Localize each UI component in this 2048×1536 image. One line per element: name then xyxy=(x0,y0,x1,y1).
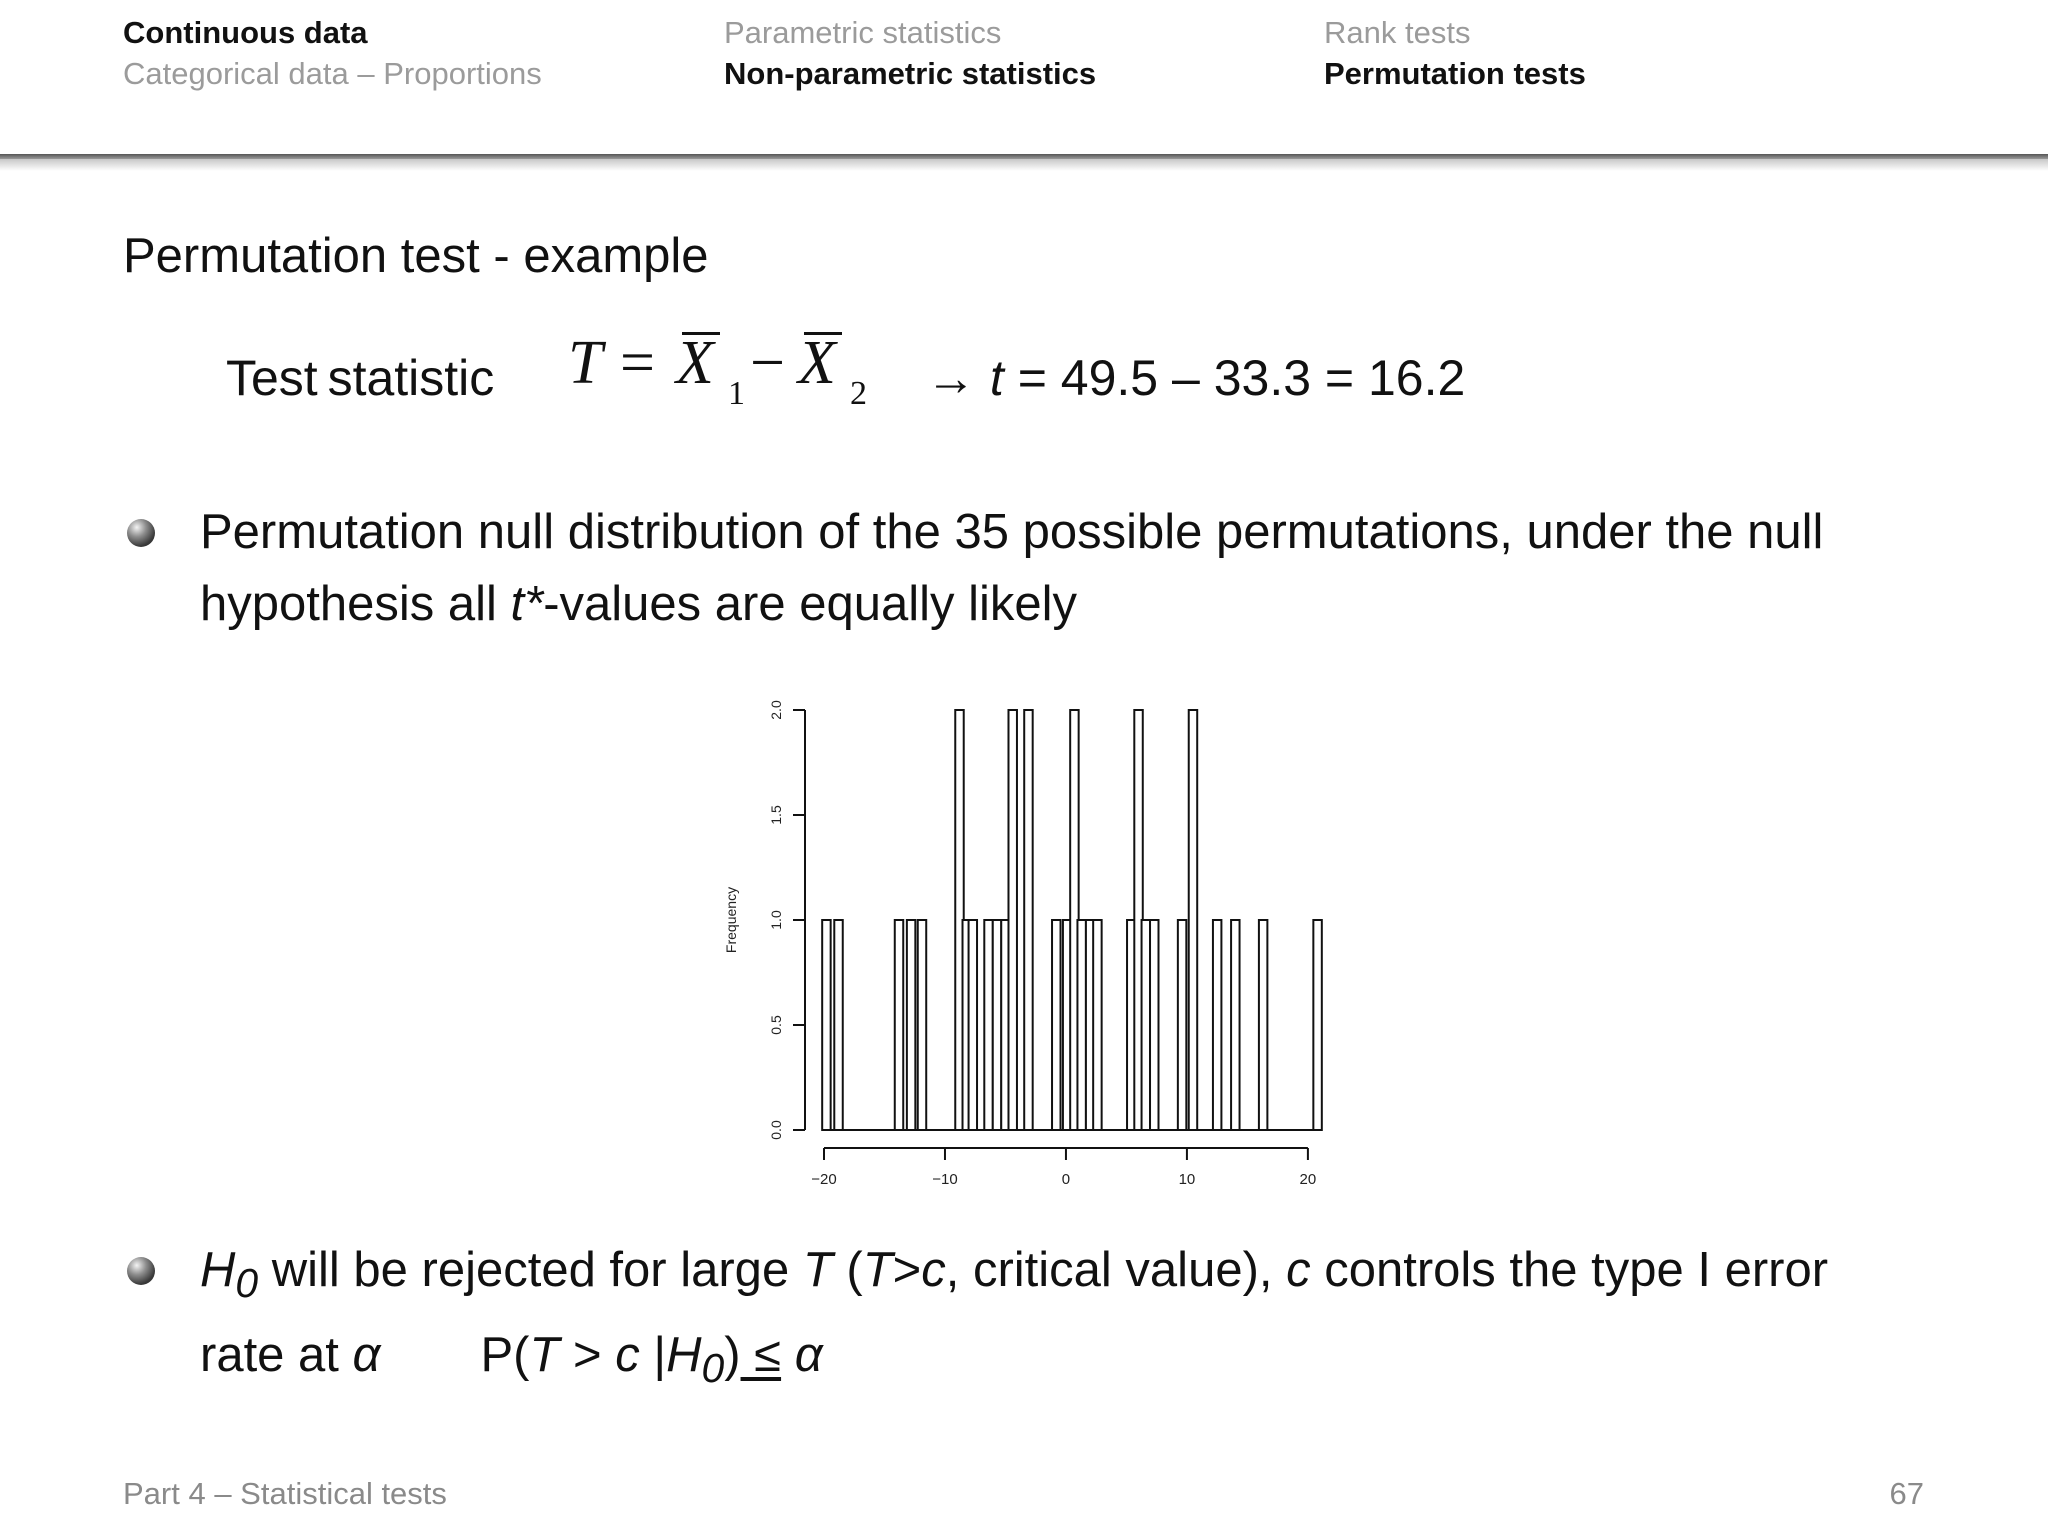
prob-gt: > xyxy=(559,1327,616,1382)
prob-bar: | xyxy=(639,1327,667,1382)
histogram-bar xyxy=(1231,920,1239,1130)
histogram-bar xyxy=(1178,920,1186,1130)
test-statistic-formula xyxy=(568,318,898,428)
y-tick-label: 0.5 xyxy=(768,1015,784,1035)
y-tick-label: 2.0 xyxy=(768,700,784,720)
bullet2-alpha: α xyxy=(352,1327,381,1382)
bullet-rejection-rule xyxy=(200,1234,1920,1404)
histogram-bar xyxy=(1313,920,1321,1130)
formula-X1: X xyxy=(676,329,714,397)
footer-section-label: Part 4 – Statistical tests xyxy=(123,1476,447,1511)
prob-T: T xyxy=(529,1327,560,1382)
histogram-bar xyxy=(907,920,915,1130)
prob-close: ) xyxy=(724,1327,741,1382)
x-tick-label: −20 xyxy=(811,1171,837,1188)
histogram-bar xyxy=(1142,920,1150,1130)
nav-item-permutation-tests[interactable]: Permutation tests xyxy=(1324,56,1586,91)
prob-space xyxy=(781,1328,795,1382)
bullet-dot-icon xyxy=(127,1257,155,1285)
formula-T: T xyxy=(568,329,603,397)
y-tick-label: 0.0 xyxy=(768,1120,784,1140)
bullet2-text4: , critical value), xyxy=(945,1243,1287,1297)
nav-item-parametric-statistics[interactable]: Parametric statistics xyxy=(724,15,1002,50)
x-tick-label: 20 xyxy=(1299,1171,1317,1188)
h0-subscript: 0 xyxy=(235,1259,259,1306)
nav-item-rank-tests[interactable]: Rank tests xyxy=(1324,15,1471,50)
bullet2-line2-pre: rate at xyxy=(200,1327,353,1382)
histogram-bar xyxy=(1093,920,1101,1130)
bullet2-T2: T xyxy=(862,1243,893,1297)
histogram-bar xyxy=(918,920,926,1130)
bullet2-text3: > xyxy=(892,1243,922,1297)
nav-column-test-type xyxy=(1324,12,1586,94)
result-expression: = 49.5 – 33.3 = 16.2 xyxy=(1003,350,1466,406)
test-statistic-label: Test statistic xyxy=(226,350,495,406)
test-statistic-row xyxy=(226,318,1826,428)
y-tick-label: 1.5 xyxy=(768,805,784,825)
nav-column-data-type xyxy=(123,12,542,94)
histogram-bar xyxy=(895,920,903,1130)
bullet2-text5: controls the type I error xyxy=(1310,1243,1829,1297)
nav-item-non-parametric-statistics[interactable]: Non-parametric statistics xyxy=(724,56,1097,91)
histogram-bar xyxy=(1150,920,1158,1130)
y-tick-label: 1.0 xyxy=(768,910,784,930)
x-tick-label: 0 xyxy=(1061,1171,1071,1188)
histogram-bar xyxy=(1213,920,1221,1130)
histogram-bar xyxy=(1189,710,1197,1130)
histogram-bar xyxy=(1024,710,1032,1130)
histogram-bar xyxy=(1052,920,1060,1130)
histogram-bar xyxy=(834,920,842,1130)
permutation-histogram xyxy=(700,680,1340,1220)
y-axis-label: Frequency xyxy=(723,886,739,954)
histogram-bar xyxy=(822,920,830,1130)
histogram-bar xyxy=(993,920,1001,1130)
section-navigation xyxy=(0,0,2048,156)
formula-minus: − xyxy=(750,329,785,397)
histogram-svg xyxy=(700,680,1340,1220)
slide-title: Permutation test - example xyxy=(123,229,709,283)
bullet2-text1: will be rejected for large xyxy=(258,1243,803,1297)
formula-result xyxy=(926,348,1465,408)
prob-open: P( xyxy=(480,1327,530,1382)
page-number: 67 xyxy=(1889,1476,1924,1511)
bullet-permutation-distribution xyxy=(200,496,1920,640)
bullet1-line2-pre: hypothesis all xyxy=(200,577,511,631)
h0-symbol: H xyxy=(200,1243,236,1297)
bullet2-c2: c xyxy=(1286,1243,1311,1297)
bullet1-line1: Permutation null distribution of the 35 possible permutations, under the null xyxy=(200,505,1824,559)
formula-subscript-2: 2 xyxy=(850,375,867,412)
x-tick-label: 10 xyxy=(1178,1171,1196,1188)
nav-column-statistics-type xyxy=(724,12,1096,94)
histogram-bar xyxy=(984,920,992,1130)
header-divider-shadow xyxy=(0,159,2048,171)
prob-less-equal: ≤ xyxy=(740,1327,782,1382)
bullet2-c1: c xyxy=(921,1243,946,1297)
result-arrow: → xyxy=(926,350,990,406)
prob-c: c xyxy=(615,1327,640,1382)
nav-item-categorical-data[interactable]: Categorical data – Proportions xyxy=(123,56,542,91)
prob-alpha: α xyxy=(794,1327,823,1382)
histogram-bar xyxy=(1008,710,1016,1130)
result-variable: t xyxy=(989,350,1004,406)
bullet2-T1: T xyxy=(802,1243,833,1297)
nav-item-continuous-data[interactable]: Continuous data xyxy=(123,15,368,50)
prob-H-subscript: 0 xyxy=(701,1344,725,1391)
formula-subscript-1: 1 xyxy=(728,375,745,412)
formula-X2: X xyxy=(798,329,836,397)
histogram-bar xyxy=(969,920,977,1130)
histogram-bar xyxy=(1077,920,1085,1130)
bullet1-tstar: t* xyxy=(510,577,544,631)
formula-equals: = xyxy=(620,329,655,397)
bullet-dot-icon xyxy=(127,519,155,547)
bullet2-text2: ( xyxy=(832,1243,863,1297)
histogram-bar xyxy=(1259,920,1267,1130)
x-tick-label: −10 xyxy=(932,1171,958,1188)
prob-H: H xyxy=(666,1327,702,1382)
bullet1-line2-post: -values are equally likely xyxy=(543,577,1078,631)
